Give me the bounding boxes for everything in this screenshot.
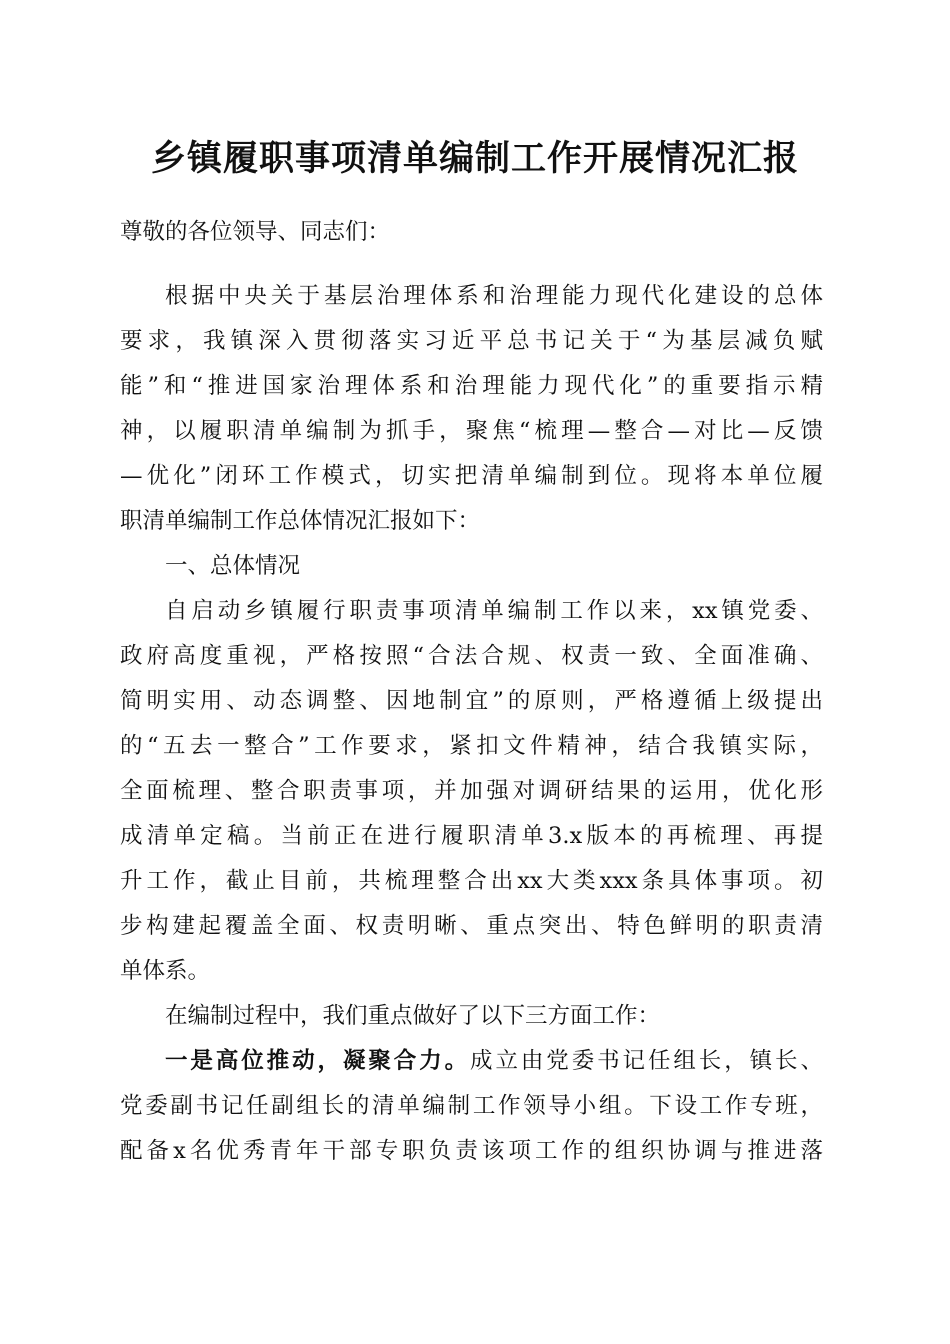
overview-line-6: 成清单定稿。当前正在进行履职清单3.x版本的再梳理、再提: [120, 823, 823, 849]
document-title: 乡镇履职事项清单编制工作开展情况汇报: [150, 138, 799, 179]
overview-line-3: 简明实用、动态调整、因地制宜”的原则，严格遵循上级提出: [120, 688, 823, 714]
salutation: 尊敬的各位领导、同志们：: [120, 219, 391, 245]
overview-line-8: 步构建起覆盖全面、权责明晰、重点突出、特色鲜明的职责清: [120, 913, 823, 939]
point1-line-2: 党委副书记任副组长的清单编制工作领导小组。下设工作专班，: [120, 1093, 823, 1119]
intro-line-2: 要求，我镇深入贯彻落实习近平总书记关于“为基层减负赋: [120, 328, 823, 354]
intro-line-5: —优化”闭环工作模式，切实把清单编制到位。现将本单位履: [120, 463, 823, 489]
overview-line-4: 的“五去一整合”工作要求，紧扣文件精神，结合我镇实际，: [120, 733, 823, 759]
overview-line-9: 单体系。: [120, 958, 211, 984]
point1-first-rest: 成立由党委书记任组长，镇长、: [470, 1048, 823, 1074]
overview-line-2: 政府高度重视，严格按照“合法合规、权责一致、全面准确、: [120, 643, 823, 669]
intro-line-6: 职清单编制工作总体情况汇报如下：: [120, 508, 481, 534]
point1-lead: 一是高位推动，凝聚合力。: [165, 1048, 471, 1074]
intro-line-4: 神，以履职清单编制为抓手，聚焦“梳理—整合—对比—反馈: [120, 418, 823, 444]
overview-line-1: 自启动乡镇履行职责事项清单编制工作以来，xx镇党委、: [165, 598, 823, 624]
point1-line-1: [165, 1041, 823, 1081]
process-intro: 在编制过程中，我们重点做好了以下三方面工作：: [165, 1003, 661, 1029]
section-heading-overview: 一、总体情况: [165, 553, 301, 579]
intro-line-3: 能”和“推进国家治理体系和治理能力现代化”的重要指示精: [120, 373, 823, 399]
point1-line-3: 配备x名优秀青年干部专职负责该项工作的组织协调与推进落: [120, 1138, 823, 1164]
intro-line-1: 根据中央关于基层治理体系和治理能力现代化建设的总体: [165, 283, 823, 309]
overview-line-5: 全面梳理、整合职责事项，并加强对调研结果的运用，优化形: [120, 778, 823, 804]
overview-line-7: 升工作，截止目前，共梳理整合出xx大类xxx条具体事项。初: [120, 868, 823, 894]
